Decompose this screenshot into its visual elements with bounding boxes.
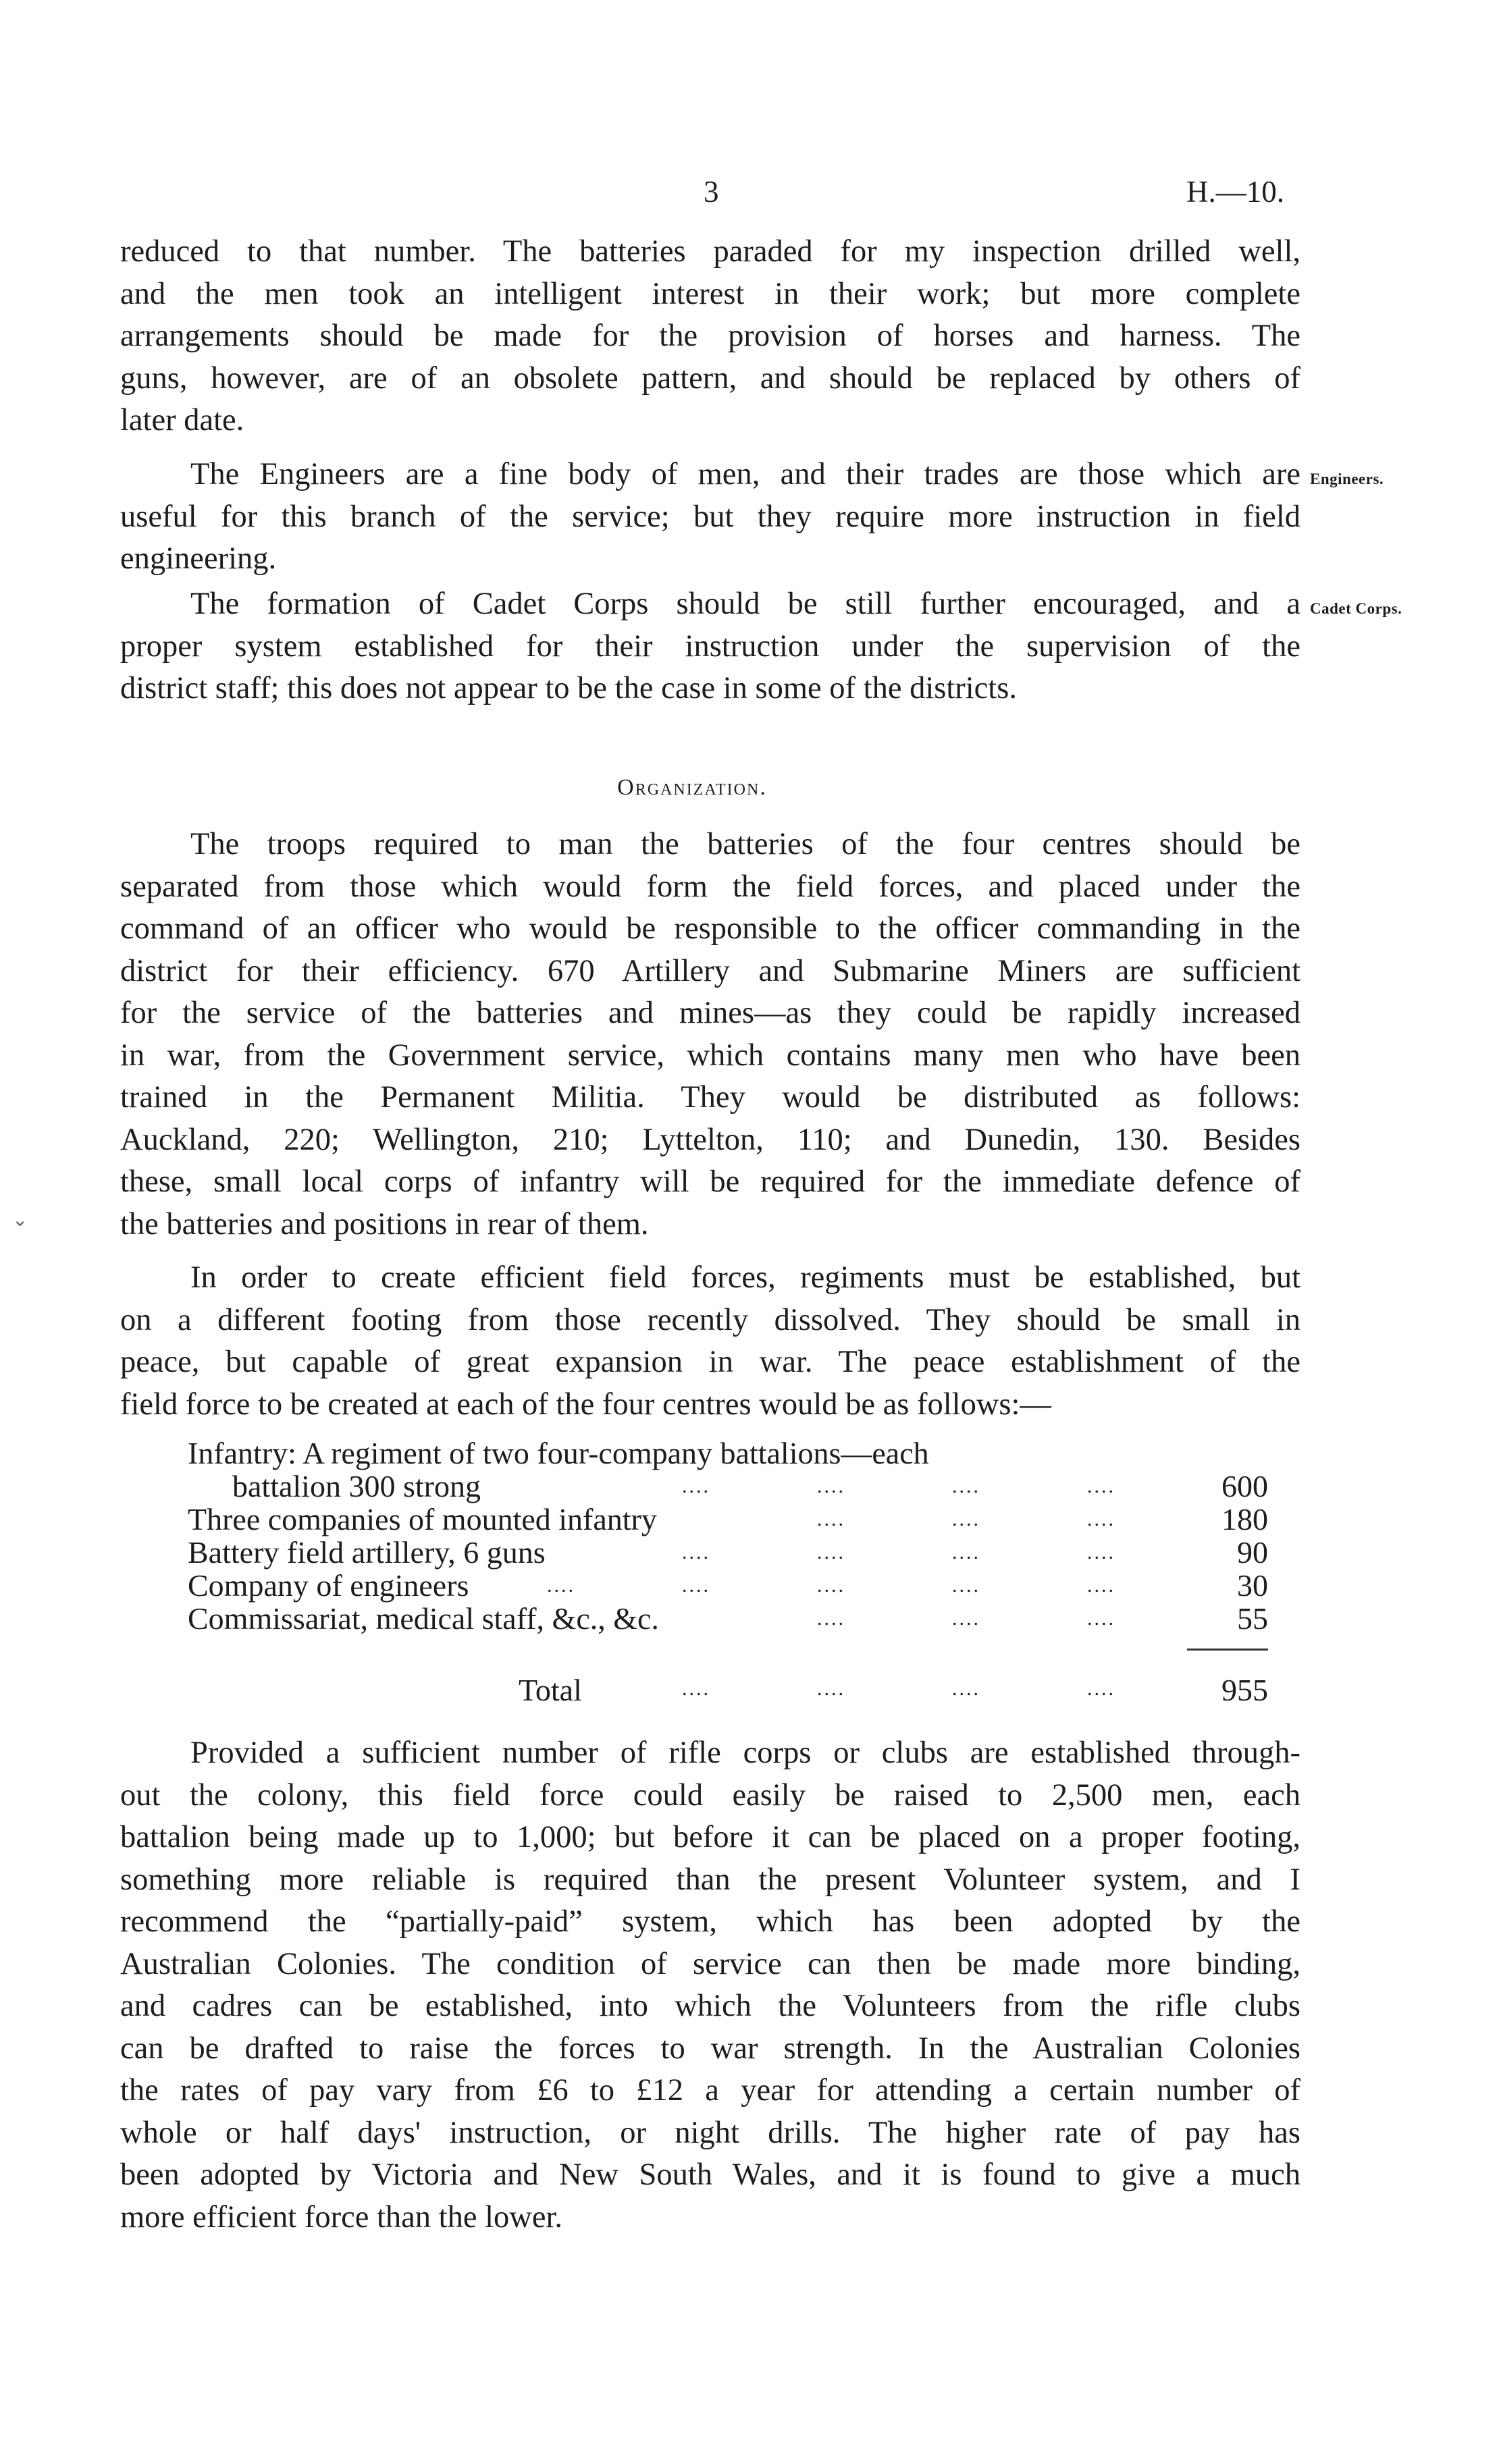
sidenote-cadet-corps: Cadet Corps. xyxy=(1310,600,1402,617)
dot-leader: .... xyxy=(1087,1541,1115,1563)
dot-leader: .... xyxy=(952,1607,980,1630)
row-label: Company of engineers xyxy=(188,1568,469,1603)
text-line: whole or half days' instruction, or night drills. The higher rate of pay has xyxy=(120,2115,1300,2150)
table-row xyxy=(188,1503,1268,1536)
dot-leader: .... xyxy=(1087,1607,1115,1630)
paragraph-engineers xyxy=(120,454,1300,581)
dot-leader: .... xyxy=(952,1541,980,1563)
text-line: trained in the Permanent Militia. They would be distributed as follows: xyxy=(120,1080,1300,1115)
text-line: peace, but capable of great expansion in war. The peace establishment of the xyxy=(120,1345,1300,1379)
text-line: the rates of pay vary from £6 to £12 a year for attending a certain number of xyxy=(120,2073,1300,2108)
text-line: these, small local corps of infantry will be required for the immediate defence of xyxy=(120,1164,1300,1199)
table-row xyxy=(188,1602,1268,1635)
text-line xyxy=(120,1732,1300,1775)
dot-leader: .... xyxy=(952,1475,980,1497)
page-number: 3 xyxy=(704,175,719,209)
text-line: can be drafted to raise the forces to war strength. In the Australian Colonies xyxy=(120,2031,1300,2066)
total-row xyxy=(188,1672,1268,1709)
margin-mark: ⌄ xyxy=(12,1210,28,1231)
row-label: Three companies of mounted infantry xyxy=(188,1502,657,1536)
text-line: later date. xyxy=(120,403,244,437)
dot-leader: .... xyxy=(682,1678,710,1700)
text-line: on a different footing from those recently dissolved. They should be small in xyxy=(120,1302,1300,1337)
text-line-content: The Engineers are a fine body of men, and their trades are those which are xyxy=(190,457,1300,491)
dot-leader: .... xyxy=(1087,1574,1115,1597)
row-value: 600 xyxy=(1221,1469,1268,1503)
text-line-content: Provided a sufficient number of rifle corps or clubs are established through- xyxy=(190,1736,1300,1770)
dot-leader: .... xyxy=(817,1607,845,1630)
text-line xyxy=(120,583,1300,626)
text-line: in war, from the Government service, which contains many men who have been xyxy=(120,1038,1300,1073)
dot-leader: .... xyxy=(817,1475,845,1497)
dot-leader: .... xyxy=(952,1574,980,1597)
dot-leader: .... xyxy=(952,1678,980,1700)
text-line: guns, however, are of an obsolete pattern, and should be replaced by others of xyxy=(120,360,1300,396)
paragraph-artillery xyxy=(120,231,1300,442)
table-row xyxy=(188,1437,1268,1470)
text-line: Auckland, 220; Wellington, 210; Lyttelton, 110; and Dunedin, 130. Besides xyxy=(120,1122,1300,1157)
section-heading-text: Organization. xyxy=(617,775,767,800)
row-label: Commissariat, medical staff, &c., &c. xyxy=(188,1601,659,1636)
table-row xyxy=(188,1470,1268,1503)
dot-leader: .... xyxy=(817,1678,845,1700)
dot-leader: .... xyxy=(682,1574,710,1597)
text-line: useful for this branch of the service; but they require more instruction in field xyxy=(120,499,1300,534)
row-value: 180 xyxy=(1221,1502,1268,1536)
dot-leader: .... xyxy=(817,1541,845,1563)
text-line: reduced to that number. The batteries paraded for my inspection drilled well, xyxy=(120,234,1300,269)
text-line: the batteries and positions in rear of them. xyxy=(120,1206,649,1241)
text-line: arrangements should be made for the provision of horses and harness. The xyxy=(120,319,1300,353)
dot-leader: .... xyxy=(1087,1678,1115,1700)
dot-leader: .... xyxy=(952,1508,980,1530)
total-value: 955 xyxy=(1221,1673,1268,1707)
text-line xyxy=(120,824,1300,866)
text-line: battalion being made up to 1,000; but before it can be placed on a proper footing, xyxy=(120,1820,1300,1854)
text-line: field force to be created at each of the four centres would be as follows:— xyxy=(120,1387,1051,1422)
text-line-content: In order to create efficient field forces, regiments must be established, but xyxy=(190,1260,1300,1295)
text-line: district staff; this does not appear to be the case in some of the districts. xyxy=(120,671,1017,705)
dot-leader: .... xyxy=(817,1508,845,1530)
row-value: 90 xyxy=(1237,1535,1268,1570)
dot-leader: .... xyxy=(682,1475,710,1497)
text-line: district for their efficiency. 670 Artillery and Submarine Miners are sufficient xyxy=(120,953,1300,988)
sidenote-engineers: Engineers. xyxy=(1310,471,1384,487)
row-label: battalion 300 strong xyxy=(232,1469,481,1503)
total-label: Total xyxy=(519,1673,582,1707)
text-line: proper system established for their instruction under the supervision of the xyxy=(120,628,1300,664)
text-line: command of an officer who would be responsible to the officer commanding in the xyxy=(120,911,1300,946)
text-line: out the colony, this field force could easily be raised to 2,500 men, each xyxy=(120,1777,1300,1813)
text-line: and the men took an intelligent interest in their work; but more complete xyxy=(120,276,1300,311)
table-row xyxy=(188,1569,1268,1602)
table-row xyxy=(188,1536,1268,1569)
paragraph-cadet-corps xyxy=(120,583,1300,710)
dot-leader: .... xyxy=(1087,1508,1115,1530)
row-value: 55 xyxy=(1237,1601,1268,1636)
dot-leader: .... xyxy=(682,1541,710,1563)
paragraph-field-forces xyxy=(120,1257,1300,1426)
total-rule xyxy=(1187,1649,1268,1651)
row-label: Battery field artillery, 6 guns xyxy=(188,1535,546,1570)
text-line-content: The formation of Cadet Corps should be still further encouraged, and a xyxy=(190,587,1300,621)
text-line-content: The troops required to man the batteries of the four centres should be xyxy=(190,827,1300,861)
text-line: been adopted by Victoria and New South Wales, and it is found to give a much xyxy=(120,2158,1300,2192)
row-value: 30 xyxy=(1237,1568,1268,1603)
text-line: and cadres can be established, into which the Volunteers from the rifle clubs xyxy=(120,1989,1300,2023)
paragraph-organization xyxy=(120,824,1300,1246)
text-line: more efficient force than the lower. xyxy=(120,2199,563,2234)
row-label: Infantry: A regiment of two four-company battalions—each xyxy=(188,1436,929,1470)
text-line: something more reliable is required than the present Volunteer system, and I xyxy=(120,1862,1300,1897)
section-heading xyxy=(0,775,1499,801)
text-line: for the service of the batteries and mines—as they could be rapidly increased xyxy=(120,996,1300,1030)
text-line xyxy=(120,454,1300,496)
establishment-table xyxy=(188,1437,1268,1635)
text-line: engineering. xyxy=(120,541,277,576)
paragraph-partially-paid xyxy=(120,1732,1300,2239)
dot-leader: .... xyxy=(1087,1475,1115,1497)
text-line: separated from those which would form the field forces, and placed under the xyxy=(120,869,1300,904)
dot-leader: .... xyxy=(547,1574,575,1597)
text-line: Australian Colonies. The condition of service can then be made more binding, xyxy=(120,1946,1300,1981)
text-line xyxy=(120,1257,1300,1300)
text-line: recommend the “partially-paid” system, which has been adopted by the xyxy=(120,1904,1300,1939)
dot-leader: .... xyxy=(817,1574,845,1597)
document-reference: H.—10. xyxy=(1186,175,1284,209)
